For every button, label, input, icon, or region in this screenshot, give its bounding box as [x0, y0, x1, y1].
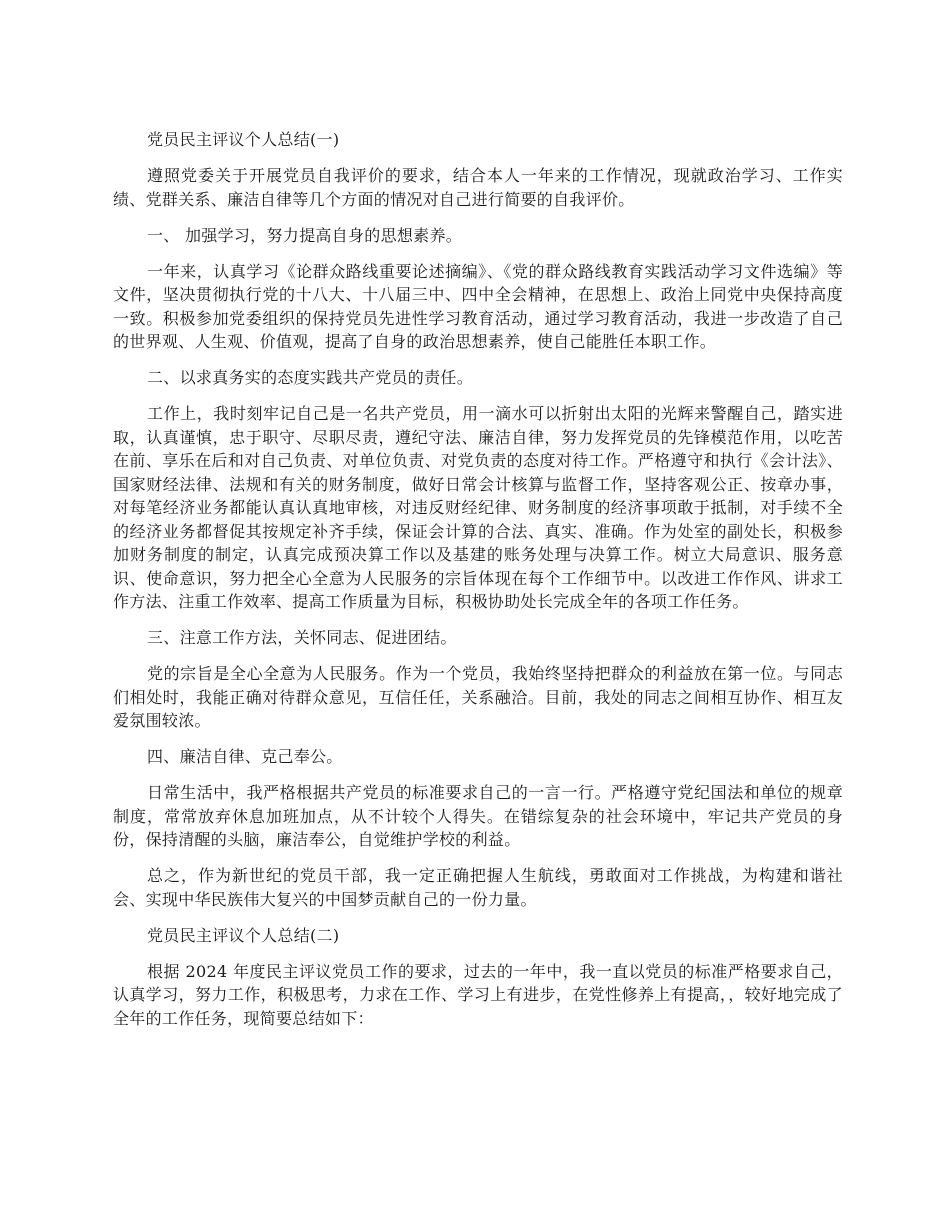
paragraph: 根据 2024 年度民主评议党员工作的要求，过去的一年中，我一直以党员的标准严格要求自己，认真学习，努力工作，积极思考，力求在工作、学习上有进步，在党性修养上有提高，，较好地完成了全年的工作任务，现简要总结如下：	[113, 961, 843, 1028]
document-body	[113, 128, 843, 1043]
paragraph: 总之，作为新世纪的党员干部，我一定正确把握人生航线，勇敢面对工作挑战，为构建和谐社会、实现中华民族伟大复兴的中国梦贡献自己的一份力量。	[113, 866, 843, 909]
section-heading: 四、廉洁自律、克己奉公。	[147, 747, 343, 766]
paragraph: 工作上，我时刻牢记自己是一名共产党员，用一滴水可以折射出太阳的光辉来警醒自己，踏实进取，认真谨慎，忠于职守、尽职尽责，遵纪守法、廉洁自律，努力发挥党员的先锋模范作用，以吃苦在前、享乐在后和对自己负责、对单位负责、对党负责的态度对待工作。严格遵守和执行《会计法》、国家财经法律、法规和有关的财务制度，做好日常会计核算与监督工作，坚持客观公正、按章办事，对每笔经济业务都能认真认真地审核，对违反财经纪律、财务制度的经济事项敢于抵制，对手续不全的经济业务都督促其按规定补齐手续，保证会计算的合法、真实、准确。作为处室的副处长，积极参加财务制度的制定，认真完成预决算工作以及基建的账务处理与决算工作。树立大局意识、服务意识、使命意识，努力把全心全意为人民服务的宗旨体现在每个工作细节中。以改进工作作风、讲求工作方法、注重工作效率、提高工作质量为目标，积极协助处长完成全年的各项工作任务。	[113, 404, 843, 611]
section-title: 党员民主评议个人总结(一)	[147, 130, 340, 149]
paragraph: 一年来，认真学习《论群众路线重要论述摘编》、《党的群众路线教育实践活动学习文件选编》等文件，坚决贯彻执行党的十八大、十八届三中、四中全会精神，在思想上、政治上同党中央保持高度一致。积极参加党委组织的保持党员先进性学习教育活动，通过学习教育活动，我进一步改造了自己的世界观、人生观、价值观，提高了自身的政治思想素养，使自己能胜任本职工作。	[113, 261, 843, 351]
section-heading: 三、注意工作方法，关怀同志、促进团结。	[147, 628, 457, 647]
section-heading: 一、 加强学习，努力提高自身的思想素养。	[147, 225, 463, 245]
section-title: 党员民主评议个人总结(二)	[147, 925, 340, 945]
paragraph: 日常生活中，我严格根据共产党员的标准要求自己的一言一行。严格遵守党纪国法和单位的规章制度，常常放弃休息加班加点，从不计较个人得失。在错综复杂的社会环境中，牢记共产党员的身份，保持清醒的头脑，廉洁奉公，自觉维护学校的利益。	[113, 783, 843, 849]
paragraph: 遵照党委关于开展党员自我评价的要求，结合本人一年来的工作情况，现就政治学习、工作实绩、党群关系、廉洁自律等几个方面的情况对自己进行简要的自我评价。	[113, 166, 843, 209]
section-heading: 二、以求真务实的态度实践共产党员的责任。	[147, 368, 474, 387]
paragraph: 党的宗旨是全心全意为人民服务。作为一个党员，我始终坚持把群众的利益放在第一位。与同志们相处时，我能正确对待群众意见，互信任任，关系融洽。目前，我处的同志之间相互协作、相互友爱氛围较浓。	[113, 664, 843, 730]
